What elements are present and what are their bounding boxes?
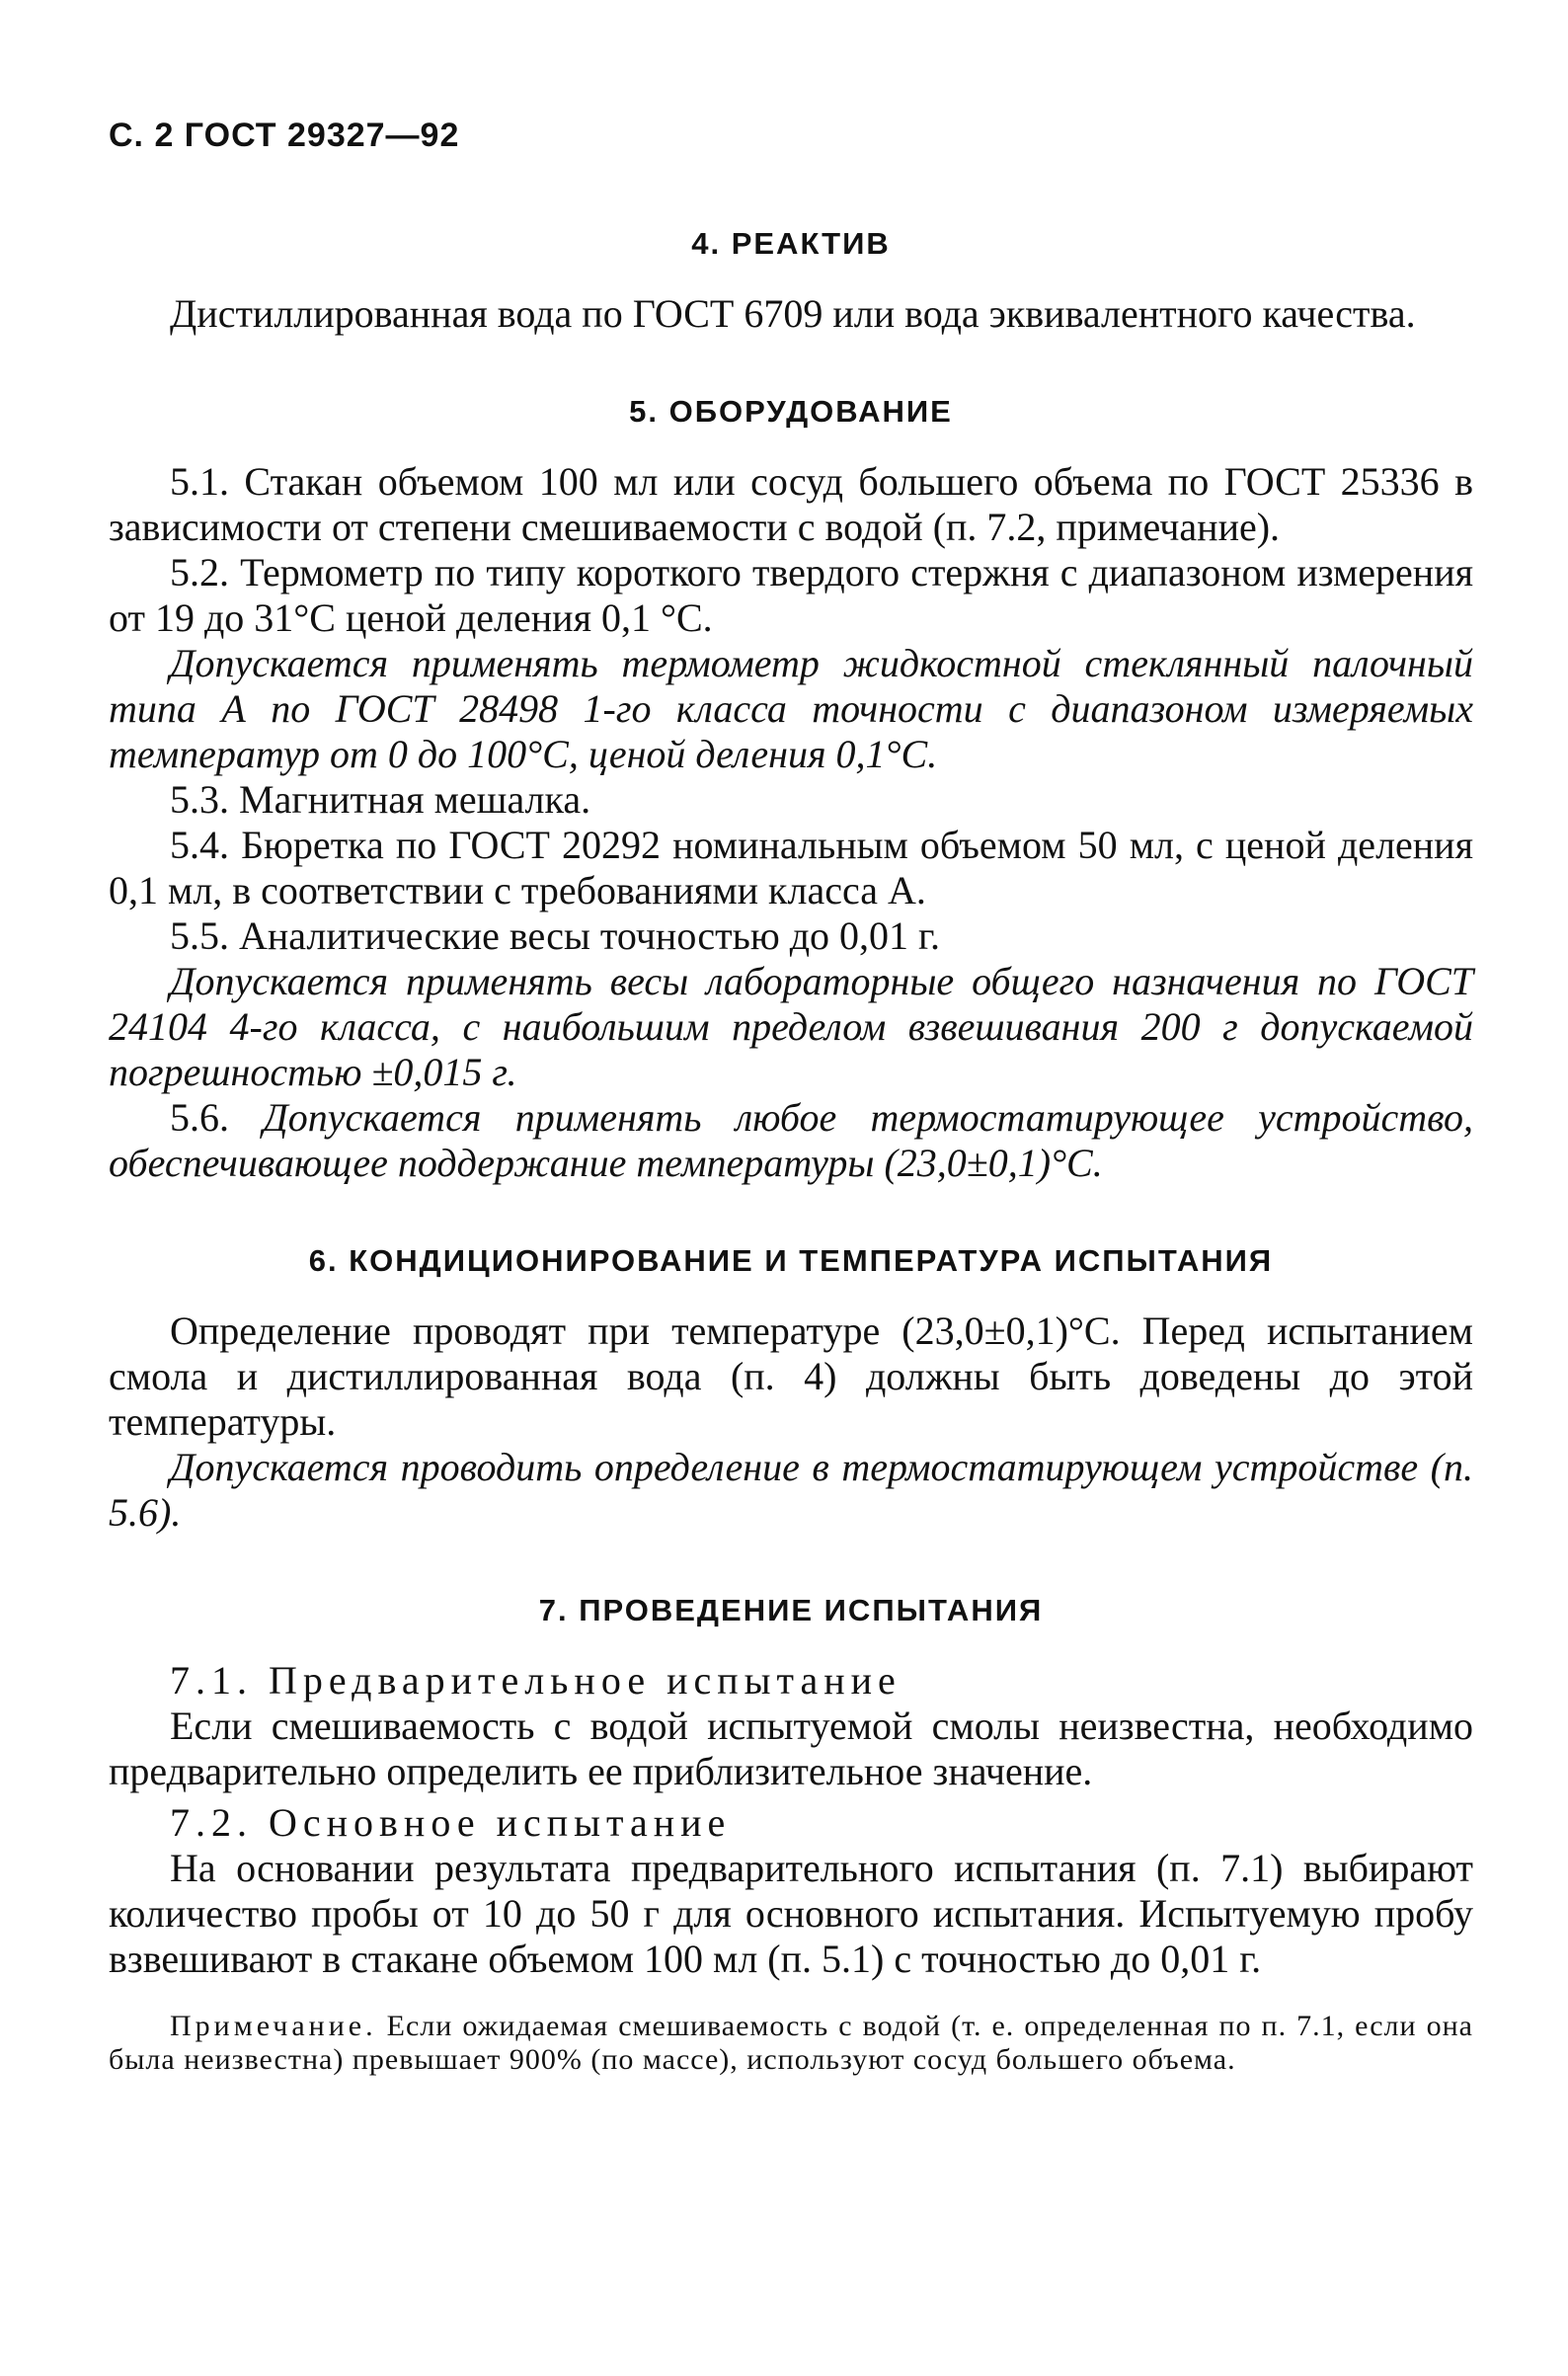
section-5-title: 5. ОБОРУДОВАНИЕ	[629, 394, 953, 429]
clause-5-5: 5.5. Аналитические весы точностью до 0,01 г.	[170, 913, 940, 958]
clause-5-5-note: Допускается применять весы лабораторные общего назначения по ГОСТ 24104 4-го класса, с наибольшим пределом взвешивания 200 г допускаемой погрешностью ±0,015 г.	[109, 959, 1473, 1094]
section-6-paragraph: Определение проводят при температуре (23,0±0,1)°С. Перед испытанием смола и дистиллированная вода (п. 4) должны быть доведены до этой температуры.	[109, 1308, 1473, 1444]
subsection-7-2-text: На основании результата предварительного испытания (п. 7.1) выбирают количество пробы от 10 до 50 г для основного испытания. Испытуемую пробу взвешивают в стакане объемом 100 мл (п. 5.1) с точностью до 0,01 г.	[109, 1846, 1473, 1981]
note-label: Примечание.	[170, 2010, 377, 2042]
clause-5-2: 5.2. Термометр по типу короткого твердого стержня с диапазоном измерения от 19 до 31°С ценой деления 0,1 °С.	[109, 550, 1473, 640]
section-4-title: 4. РЕАКТИВ	[691, 226, 891, 261]
subsection-7-2-title: 7.2. Основное испытание	[170, 1800, 732, 1845]
page-header: С. 2 ГОСТ 29327—92	[109, 117, 460, 154]
note	[109, 2010, 1473, 2077]
clause-5-2-note: Допускается применять термометр жидкостной стеклянный палочный типа А по ГОСТ 28498 1-го класса точности с диапазоном измеряемых температур от 0 до 100°С, ценой деления 0,1°С.	[109, 641, 1473, 776]
clause-5-3: 5.3. Магнитная мешалка.	[170, 777, 591, 822]
section-4-paragraph: Дистиллированная вода по ГОСТ 6709 или вода эквивалентного качества.	[170, 291, 1416, 336]
clause-5-6	[109, 1095, 1473, 1186]
section-7-title: 7. ПРОВЕДЕНИЕ ИСПЫТАНИЯ	[538, 1593, 1044, 1627]
clause-5-6-number: 5.6.	[170, 1095, 229, 1140]
clause-5-1: 5.1. Стакан объемом 100 мл или сосуд большего объема по ГОСТ 25336 в зависимости от степени смешиваемости с водой (п. 7.2, примечание).	[109, 459, 1473, 549]
subsection-7-1-title: 7.1. Предварительное испытание	[170, 1658, 902, 1703]
clause-5-6-text: Допускается применять любое термостатирующее устройство, обеспечивающее поддержание температуры (23,0±0,1)°С.	[109, 1095, 1473, 1185]
section-6-note: Допускается проводить определение в термостатирующем устройстве (п. 5.6).	[109, 1445, 1473, 1535]
note-text: Если ожидаемая смешиваемость с водой (т. е. определенная по п. 7.1, если она была неизвестна) превышает 900% (по массе), используют сосуд большего объема.	[109, 2010, 1473, 2076]
subsection-7-1-text: Если смешиваемость с водой испытуемой смолы неизвестна, необходимо предварительно определить ее приблизительное значение.	[109, 1703, 1473, 1793]
section-6-title: 6. КОНДИЦИОНИРОВАНИЕ И ТЕМПЕРАТУРА ИСПЫТАНИЯ	[308, 1243, 1274, 1278]
clause-5-4: 5.4. Бюретка по ГОСТ 20292 номинальным объемом 50 мл, с ценой деления 0,1 мл, в соответствии с требованиями класса А.	[109, 823, 1473, 912]
